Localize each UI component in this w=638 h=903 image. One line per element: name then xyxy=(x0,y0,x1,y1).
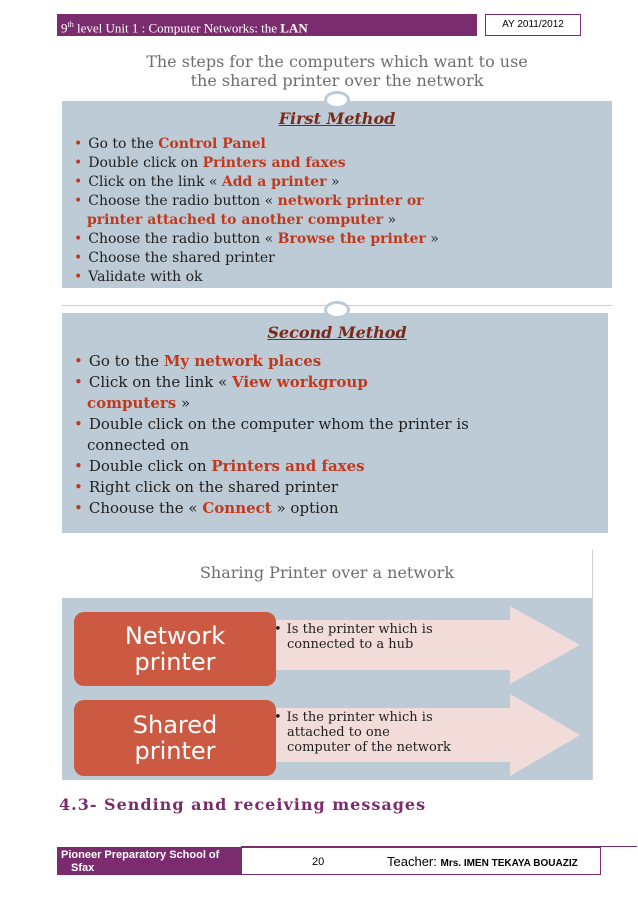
list-item: • Validate with ok xyxy=(74,269,203,285)
school-line-1: Pioneer Preparatory School of xyxy=(61,849,220,861)
first-method-title: First Method xyxy=(278,109,396,128)
list-item: • Choouse the « Connect » option xyxy=(74,499,339,517)
footer-info xyxy=(241,847,601,875)
slide-first-method xyxy=(62,49,612,288)
teacher: Teacher: Mrs. IMEN TEKAYA BOUAZIZ xyxy=(387,854,578,869)
list-item: • Choose the radio button « Browse the printer » xyxy=(74,231,439,247)
level-word: level xyxy=(73,20,106,36)
level-suffix: th xyxy=(67,20,74,29)
list-item: • Go to the Control Panel xyxy=(74,136,266,152)
footer-school xyxy=(57,847,241,875)
page-number: 20 xyxy=(312,856,325,868)
list-item: • Right click on the shared printer xyxy=(74,478,339,496)
slide-title-band xyxy=(62,550,592,598)
sharing-panel xyxy=(62,598,592,780)
slide-title-line-1: The steps for the computers which want to use xyxy=(146,52,528,71)
shared-printer-box: Shared printer xyxy=(74,700,276,776)
unit-title-bold: LAN xyxy=(280,20,308,36)
list-item: • Choose the radio button « network printer or xyxy=(74,193,424,209)
page-header xyxy=(57,14,477,36)
list-item: • Double click on Printers and faxes xyxy=(74,155,346,171)
level-number: 9 xyxy=(61,20,68,36)
slide-second-method xyxy=(62,313,608,533)
list-item: • Double click on the computer whom the printer is xyxy=(74,415,469,433)
slide-knob xyxy=(324,91,350,109)
slide-knob xyxy=(324,301,350,319)
network-printer-box: Network printer xyxy=(74,612,276,686)
network-printer-desc: • Is the printer which is connected to a hub xyxy=(274,622,433,652)
slide-title-line-2: the shared printer over the network xyxy=(190,71,484,90)
second-method-title: Second Method xyxy=(267,323,407,342)
list-item: • Double click on Printers and faxes xyxy=(74,457,365,475)
list-item-continued: connected on xyxy=(87,436,189,454)
list-item: • Click on the link « Add a printer » xyxy=(74,174,340,190)
list-item-continued: printer attached to another computer » xyxy=(87,212,397,228)
school-line-2: Sfax xyxy=(71,862,95,874)
first-method-steps xyxy=(74,135,439,287)
slide-sharing-printer xyxy=(62,550,593,780)
second-method-steps xyxy=(74,351,469,519)
list-item: • Go to the My network places xyxy=(74,352,322,370)
academic-year: AY 2011/2012 xyxy=(485,14,581,36)
list-item: • Click on the link « View workgroup xyxy=(74,373,368,391)
unit-title: Unit 1 : Computer Networks: the xyxy=(105,20,281,36)
list-item-continued: computers » xyxy=(87,394,191,412)
section-heading: 4.3- Sending and receiving messages xyxy=(59,795,427,814)
list-item: • Choose the shared printer xyxy=(74,250,275,266)
shared-printer-desc: • Is the printer which is attached to one computer of the network xyxy=(274,710,451,755)
slide-title: Sharing Printer over a network xyxy=(199,563,455,582)
